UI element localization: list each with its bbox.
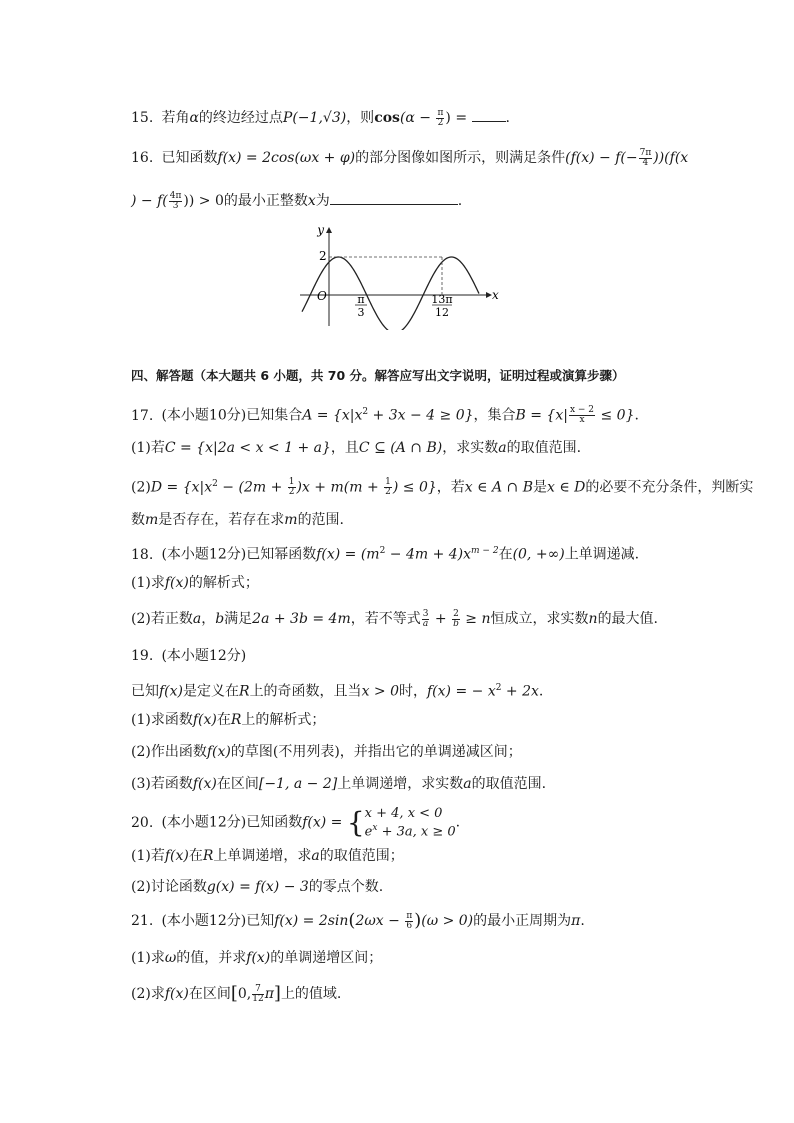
twelve-label: 12 (435, 306, 449, 319)
question-number: 20. (131, 814, 154, 831)
fraction-x-minus-2-over-x: $\frac{x - 2}{x}$ (569, 405, 595, 426)
question-19-part-1: (1)求函数f(x)在R上的解析式； (131, 712, 326, 728)
fraction-pi-over-2: $\frac{\pi}{2}$ (437, 107, 444, 128)
question-17-part-1: (1)若C = {x|2a < x < 1 + a}，且C ⊆ (A ∩ B)，求实数a的取值范围. (131, 440, 582, 456)
fraction-3-over-a: $\frac{3}{a}$ (422, 608, 429, 629)
y-axis-label: y (317, 223, 324, 237)
question-16-line-2: ) − f( $\frac{4\pi}{3}$ )) > 0的最小正整数x为 . (131, 190, 463, 211)
x-axis-label: x (492, 288, 499, 302)
question-19-part-2: (2)作出函数f(x)的草图(不用列表)，并指出它的单调递减区间； (131, 744, 522, 760)
pi-label: π (357, 293, 365, 306)
fraction-7pi-over-4: $\frac{7\pi}{4}$ (639, 147, 652, 168)
question-19-part-3: (3)若函数f(x)在区间[−1, a − 2]上单调递增，求实数a的取值范围. (131, 776, 547, 792)
question-number: 17. (131, 407, 154, 424)
question-15: 15. 若角α的终边经过点P(−1,√3)，则cos(α − $\frac{\pi}{2}$ ) = . (131, 107, 510, 128)
question-18-part-2: (2)若正数a，b满足2a + 3b = 4m，若不等式 $\frac{3}{a}$ + $\frac{2}{b} \ge n$恒成立，求实数n的最大值. (131, 608, 659, 629)
question-number: 18. (131, 546, 154, 563)
question-20-part-2: (2)讨论函数g(x) = f(x) − 3的零点个数. (131, 879, 384, 895)
fraction-2-over-b: $\frac{2}{b}$ (453, 608, 459, 629)
question-17-part-2-line-2: 数m是否存在，若存在求m的范围. (131, 512, 345, 528)
three-label: 3 (357, 306, 365, 319)
question-number: 15. (131, 110, 154, 126)
piecewise-brace: { (346, 805, 365, 839)
question-20-part-1: (1)若f(x)在R上单调递增，求a的取值范围； (131, 848, 404, 864)
question-number: 16. (131, 150, 154, 166)
fraction-7-over-12: $\frac{7}{12}$ (252, 983, 264, 1004)
answer-blank (330, 192, 458, 205)
question-21: 21. (本小题12分)已知f(x) = 2sin(2ωx − $\frac{\pi}{6}$ )(ω > 0)的最小正周期为π. (131, 910, 585, 931)
fraction-pi-over-6: $\frac{\pi}{6}$ (406, 910, 413, 931)
piecewise-cases: x + 4, x < 0 $e^x + 3a$, x ≥ 0 (364, 806, 456, 840)
cosine-graph (296, 222, 502, 330)
question-18: 18. (本小题12分)已知幂函数$f(x) = (m^2 - 4m + 4)x^{m - 2}$在(0, +∞)上单调递减. (131, 546, 640, 563)
answer-blank (472, 109, 506, 122)
question-17: 17. (本小题10分)已知集合$A = \{x|x^2 + 3x - 4 \ge 0\}$，集合B = {x| $\frac{x - 2}{x}$ ≤ 0}. (131, 405, 639, 426)
thirteen-pi-label: 13π (431, 293, 453, 306)
fraction-4pi-over-3: $\frac{4\pi}{3}$ (169, 190, 182, 211)
question-16: 16. 已知函数f(x) = 2cos(ωx + φ)的部分图像如图所示，则满足条件(f(x) − f(− $\frac{7\pi}{4}$ ))(f(x (131, 147, 689, 168)
question-number: 21. (131, 913, 154, 929)
question-18-part-1: (1)求f(x)的解析式； (131, 575, 259, 591)
fraction-one-half: $\frac{1}{2}$ (385, 477, 391, 498)
origin-label: O (317, 289, 327, 303)
question-19-stem: 已知f(x)是定义在R上的奇函数，且当x > 0时，f(x) = − $x^2 + 2x$. (131, 683, 544, 700)
question-19: 19. (本小题12分) (131, 648, 247, 664)
y-tick-label: 2 (319, 249, 327, 263)
question-20: 20. (本小题12分)已知函数f(x) = { x + 4, x < 0 $e^x + 3a$, x ≥ 0 . (131, 805, 461, 840)
question-21-part-2: (2)求f(x)在区间[0, $\frac{7}{12}$ π]上的值域. (131, 983, 342, 1004)
question-17-part-2: $(2)D = \{x|x^2 - (2m$ + $\frac{1}{2}$ )x + m(m + $\frac{1}{2}$ ) ≤ 0}，若x ∈ A ∩ B是x ∈ D的必要不充分条件，判断实 (131, 477, 754, 498)
question-number: 19. (131, 648, 154, 664)
question-21-part-1: (1)求ω的值，并求f(x)的单调递增区间； (131, 950, 383, 966)
section-heading: 四、解答题（本大题共 6 小题，共 70 分。解答应写出文字说明，证明过程或演算步骤） (131, 368, 625, 383)
fraction-one-half: $\frac{1}{2}$ (288, 477, 295, 498)
